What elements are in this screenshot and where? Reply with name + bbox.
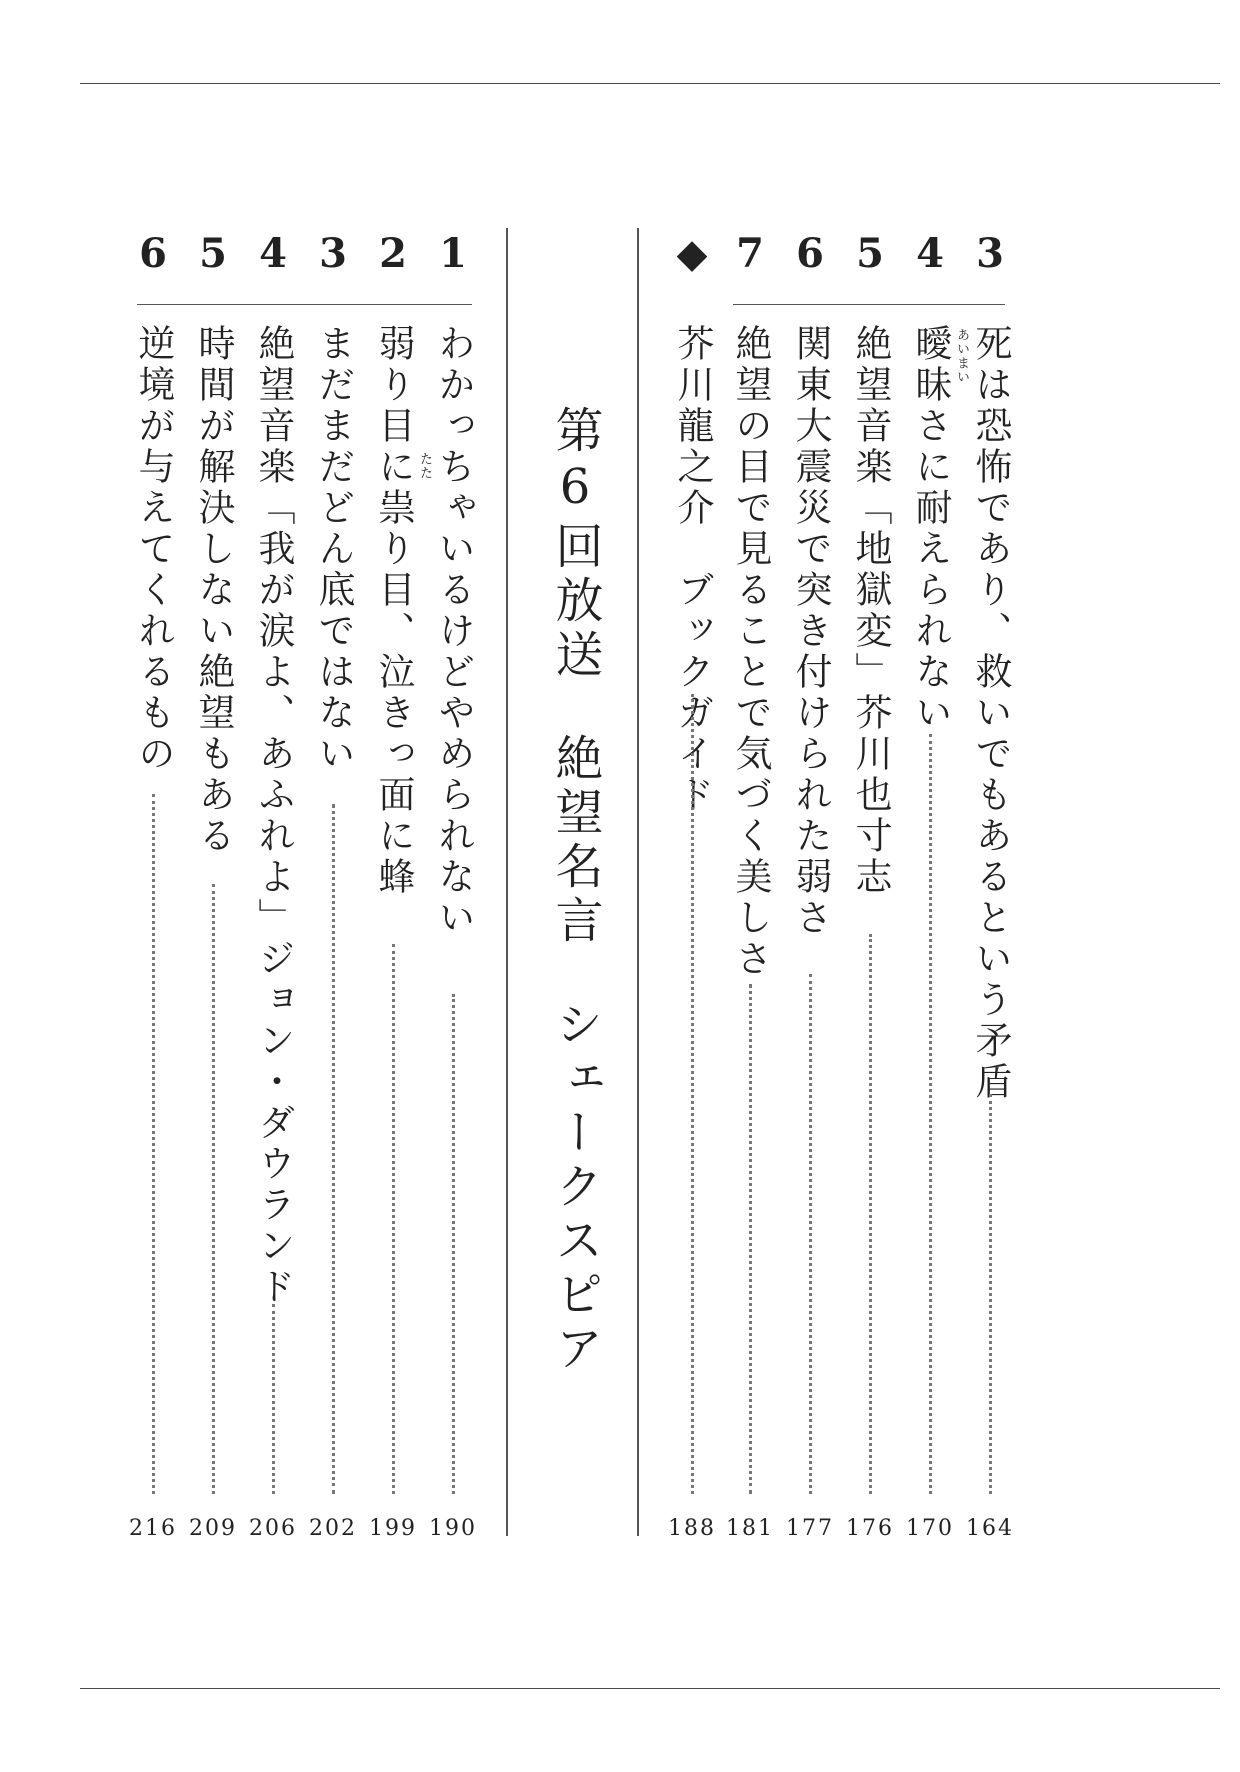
toc-dot-leader [691, 694, 694, 1494]
toc-dot-leader [989, 1094, 992, 1494]
toc-entry-title: 弱り目に祟り目、泣きっ面に蜂 [372, 324, 415, 898]
toc-dot-leader [392, 944, 395, 1494]
toc-entry-page: 188 [668, 1516, 716, 1541]
toc-entry-number: 6 [796, 230, 824, 277]
toc-entry-page: 199 [369, 1516, 417, 1541]
toc-dot-leader [332, 804, 335, 1494]
toc-entry-page: 170 [906, 1516, 954, 1541]
toc-entry-page: 164 [966, 1516, 1014, 1541]
toc-dot-leader [929, 734, 932, 1494]
chapter-heading [540, 405, 610, 1377]
top-rule [80, 83, 1220, 84]
toc-entry-number: 4 [916, 230, 944, 277]
toc-entry-title: 芥川龍之介 ブックガイド [671, 324, 714, 816]
toc-entry-page: 202 [309, 1516, 357, 1541]
toc-entry-title: わかっちゃいるけどやめられない [432, 324, 475, 939]
toc-dot-leader [749, 984, 752, 1494]
toc-entry-page: 177 [786, 1516, 834, 1541]
ruby-reading: あいまい [954, 328, 969, 384]
toc-entry-title: 曖昧さに耐えられない [909, 324, 952, 734]
toc-dot-leader [809, 974, 812, 1494]
chapter-number: 第6回放送 [547, 405, 603, 683]
toc-entry-number: 5 [856, 230, 884, 277]
toc-entry-title: 関東大震災で突き付けられた弱さ [789, 324, 832, 939]
toc-dot-leader [452, 994, 455, 1494]
chapter-subtitle: 絶望名言 [547, 733, 603, 949]
toc-entry-title: 絶望音楽「我が涙よ、あふれよ」ジョン・ダウランド [252, 324, 295, 1308]
toc-entry-title: 絶望音楽「地獄変」芥川也寸志 [849, 324, 892, 898]
toc-entry-number: 5 [199, 230, 227, 277]
toc-dot-leader [212, 884, 215, 1494]
chapter-divider [506, 228, 508, 1536]
toc-entry-title: 時間が解決しない絶望もある [192, 324, 235, 857]
toc-entry-number: 6 [139, 230, 167, 277]
toc-entry-number: 7 [736, 230, 764, 277]
right-toc-number-underline [733, 304, 1005, 305]
chapter-author: シェークスピア [547, 999, 603, 1377]
toc-entry-title: 絶望の目で見ることで気づく美しさ [729, 324, 772, 980]
toc-entry-number: ◆ [676, 230, 708, 277]
toc-entry-title: 逆境が与えてくれるもの [132, 324, 175, 775]
toc-entry-number: 4 [259, 230, 287, 277]
toc-entry-number: 3 [976, 230, 1004, 277]
toc-dot-leader [869, 934, 872, 1494]
toc-dot-leader [272, 1304, 275, 1494]
toc-entry-number: 2 [379, 230, 407, 277]
toc-entry-page: 206 [249, 1516, 297, 1541]
toc-entry-page: 176 [846, 1516, 894, 1541]
toc-dot-leader [152, 794, 155, 1494]
right-section-divider [637, 228, 639, 1536]
left-toc-number-underline [137, 304, 472, 305]
toc-entry-number: 1 [439, 230, 467, 277]
toc-entry-page: 209 [189, 1516, 237, 1541]
toc-entry-page: 190 [429, 1516, 477, 1541]
bottom-rule [80, 1688, 1220, 1689]
ruby-reading: たた [417, 452, 432, 480]
toc-entry-title: 死は恐怖であり、救いでもあるという矛盾 [969, 324, 1012, 1103]
toc-entry-number: 3 [319, 230, 347, 277]
toc-entry-title: まだまだどん底ではない [312, 324, 355, 775]
toc-entry-page: 216 [129, 1516, 177, 1541]
toc-entry-page: 181 [726, 1516, 774, 1541]
